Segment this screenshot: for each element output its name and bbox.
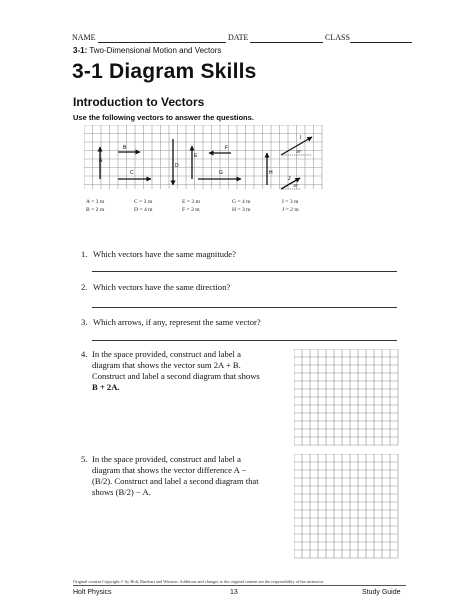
question-5-line: diagram that shows the vector difference A − (92, 465, 247, 475)
magnitude-g: G = 4 m (232, 199, 251, 205)
magnitude-e: E = 3 m (182, 199, 200, 205)
vector-a-label: A (99, 158, 103, 164)
vector-j-label: J (288, 176, 291, 182)
vector-h-label: H (269, 170, 273, 176)
footer-page-number: 13 (230, 589, 238, 596)
copyright-notice: Original content Copyright © by Holt, Rinehart and Winston. Additions and changes to the original content are the responsibility of the instructor. (73, 579, 324, 584)
vector-b-label: B (123, 145, 127, 151)
question-1: 1. Which vectors have the same magnitude? (81, 249, 236, 259)
question-4-line: diagram that shows the vector sum 2A + B. (92, 360, 241, 370)
magnitude-d: D = 4 m (134, 207, 153, 213)
chapter-topic: Two-Dimensional Motion and Vectors (89, 46, 222, 55)
vector-i-angle-label: 30° (296, 149, 302, 154)
magnitude-i: I = 3 m (282, 199, 299, 205)
footer-book-title: Holt Physics (73, 589, 112, 596)
vector-f-label: F (225, 145, 229, 151)
footer-divider (73, 585, 406, 586)
question-3: 3. Which arrows, if any, represent the same vector? (81, 317, 261, 327)
question-5-line: In the space provided, construct and label a (92, 454, 241, 464)
answer-grid-4[interactable] (294, 349, 399, 446)
chapter-subtitle (73, 46, 221, 55)
answer-line-2[interactable] (92, 307, 397, 308)
date-label: DATE (228, 33, 249, 42)
magnitude-h: H = 3 m (232, 207, 251, 213)
question-5: 5. In the space provided, construct and label a diagram that shows the vector difference A − (B/2). Construct and label a second diagram that shows (B/2) − A. (81, 454, 289, 498)
question-4-line: Construct and label a second diagram that shows (92, 371, 260, 381)
magnitude-b: B = 2 m (86, 207, 105, 213)
question-5-line: (B/2). Construct and label a second diagram that (92, 476, 259, 486)
question-2: 2. Which vectors have the same direction? (81, 282, 231, 292)
instruction-text: Use the following vectors to answer the questions. (73, 113, 254, 122)
question-4-line: B + 2A. (92, 382, 120, 392)
vector-i-label: I (300, 135, 302, 141)
class-field[interactable] (350, 42, 412, 43)
name-label: NAME (72, 33, 96, 42)
vector-d-label: D (175, 163, 179, 169)
vector-e-label: E (194, 153, 198, 159)
answer-grid-5[interactable] (294, 454, 399, 559)
page-title: 3-1 Diagram Skills (72, 60, 257, 83)
question-4: 4. In the space provided, construct and label a diagram that shows the vector sum 2A + B. Construct and label a second diagram that shows B + 2A. (81, 349, 289, 393)
magnitude-f: F = 2 m (182, 207, 200, 213)
date-field[interactable] (250, 42, 323, 43)
vector-g-label: G (219, 170, 223, 176)
question-4-line: In the space provided, construct and label a (92, 349, 241, 359)
magnitude-a: A = 3 m (86, 199, 105, 205)
chapter-number: 3-1: (73, 46, 88, 55)
answer-line-1[interactable] (92, 271, 397, 272)
magnitude-table (86, 199, 299, 213)
class-label: CLASS (325, 33, 350, 42)
section-heading: Introduction to Vectors (73, 95, 205, 109)
name-field[interactable] (98, 42, 226, 43)
vector-c-label: C (130, 170, 134, 176)
magnitude-j: J = 2 m (282, 207, 299, 213)
magnitude-c: C = 3 m (134, 199, 153, 205)
vector-j-angle-label: 30° (293, 183, 299, 188)
question-5-line: shows (B/2) − A. (92, 487, 151, 497)
footer-guide-title: Study Guide (362, 589, 401, 596)
vector-diagram (84, 125, 324, 215)
answer-line-3[interactable] (92, 340, 397, 341)
